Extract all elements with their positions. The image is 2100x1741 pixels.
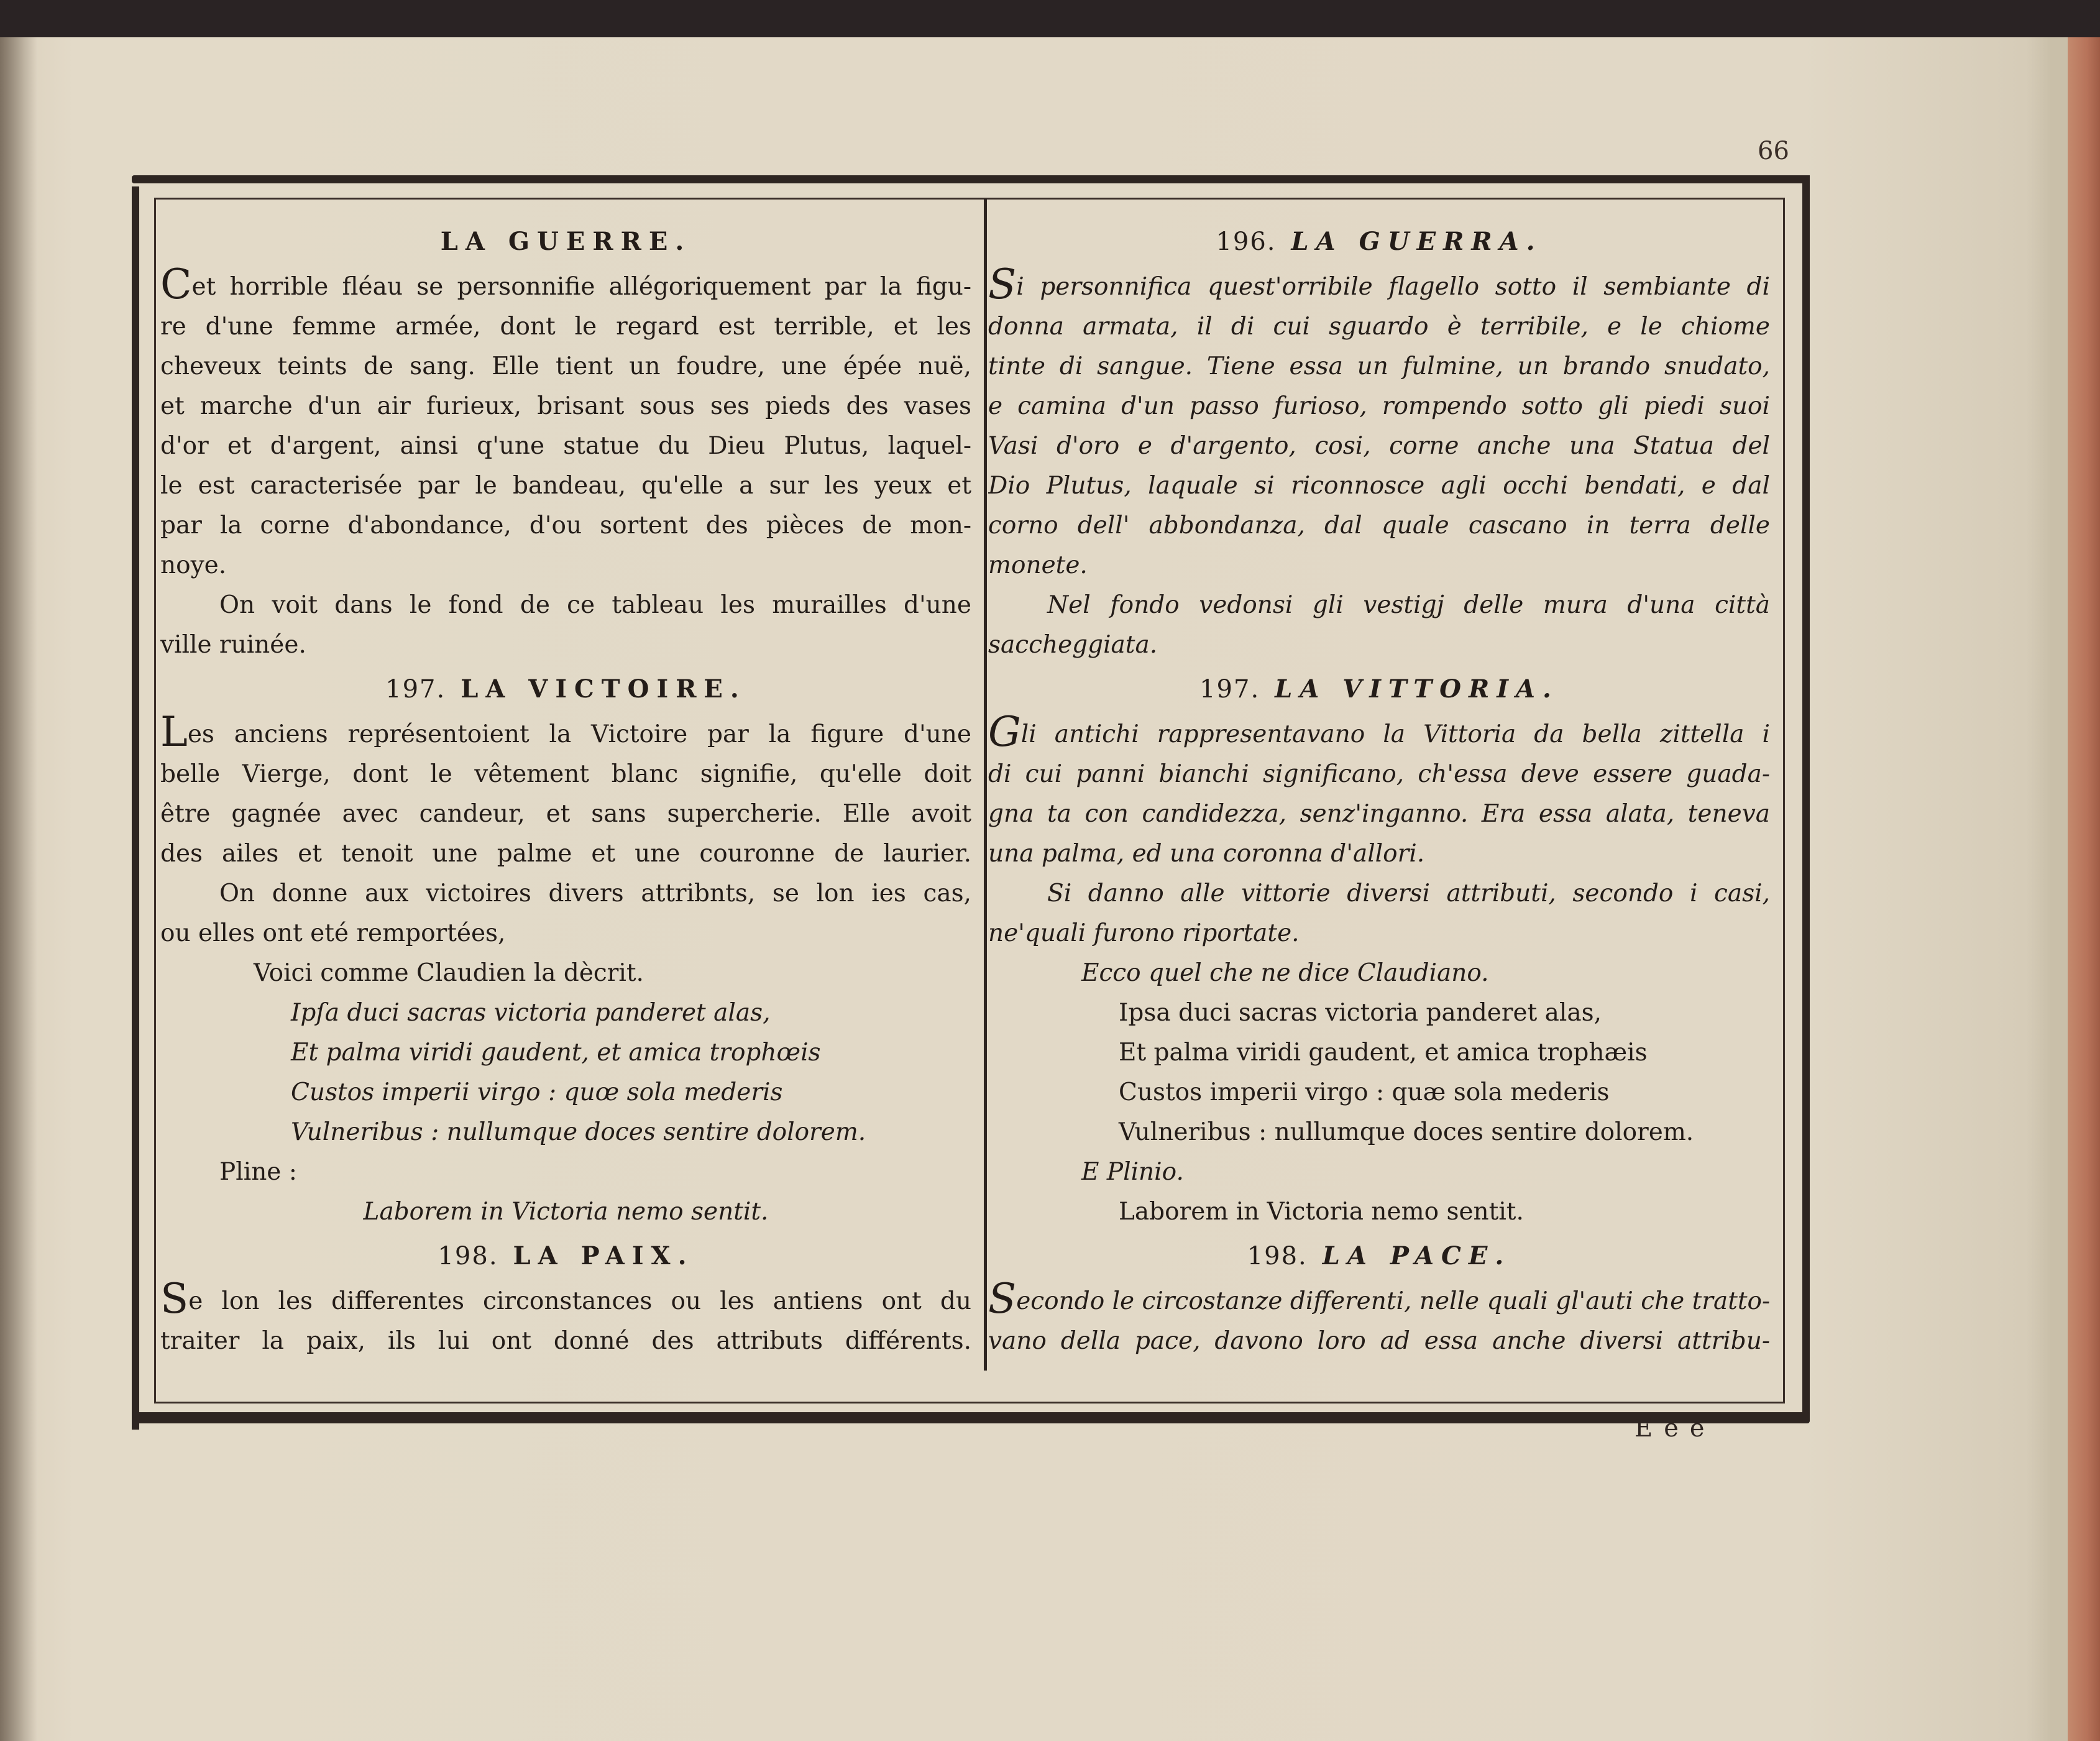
text-line: Vasi d'oro e d'argento, cosi, corne anche una Statua del xyxy=(988,432,1770,460)
text-line: saccheggiata. xyxy=(988,631,1158,659)
frame-top-rule xyxy=(132,175,1810,183)
verse-line: Vulneribus : nullumque doces sentire dolorem. xyxy=(1119,1118,1694,1146)
text-line: e camina d'un passo furioso, rompendo sotto gli piedi suoi xyxy=(988,392,1770,420)
verse-line: Et palma viridi gaudent, et amica trophœis xyxy=(291,1039,821,1067)
text-line: re d'une femme armée, dont le regard est terrible, et les xyxy=(160,313,971,341)
drop-cap: S xyxy=(160,1280,189,1321)
signature-mark: Eee xyxy=(1635,1414,1716,1443)
section-197-heading-it: 197. LA VITTORIA. xyxy=(1199,674,1559,704)
text-line: Ecco quel che ne dice Claudiano. xyxy=(1081,959,1489,987)
text-line: vano della pace, davono loro ad essa anche diversi attribu- xyxy=(988,1327,1770,1355)
gutter-shadow xyxy=(0,37,37,1741)
text-line: Cet horrible fléau se personnifie allégoriquement par la figu- xyxy=(160,266,971,307)
text-line: traiter la paix, ils lui ont donné des attributs différents. xyxy=(160,1327,971,1355)
quote-line: Laborem in Victoria nemo sentit. xyxy=(1119,1198,1524,1226)
section-196-heading-fr: LA GUERRE. xyxy=(440,227,692,256)
text-line: Secondo le circostanze differenti, nelle quali gl'auti che tratto- xyxy=(988,1280,1770,1321)
text-line: E Plinio. xyxy=(1081,1158,1184,1186)
frame-bottom-rule xyxy=(132,1412,1810,1423)
verse-line: Ipsa duci sacras victoria panderet alas, xyxy=(1119,999,1602,1027)
drop-cap: S xyxy=(988,266,1017,307)
verse-line: Custos imperii virgo : quœ sola mederis xyxy=(291,1078,783,1106)
text-line: Les anciens représentoient la Victoire par la figure d'une xyxy=(160,714,971,755)
text-line: des ailes et tenoit une palme et une couronne de laurier. xyxy=(160,840,971,868)
section-198-heading-fr: 198. LA PAIX. xyxy=(438,1241,694,1270)
text-line: donna armata, il di cui sguardo è terribile, e le chiome xyxy=(988,313,1770,341)
text-line: On donne aux victoires divers attribnts, se lon ies cas, xyxy=(219,880,971,907)
section-198-heading-it: 198. LA PACE. xyxy=(1247,1241,1511,1270)
text-line: corno dell' abbondanza, dal quale cascano in terra delle xyxy=(988,512,1770,540)
drop-cap: C xyxy=(160,266,192,307)
text-line: Pline : xyxy=(219,1158,297,1186)
text-line: di cui panni bianchi significano, ch'essa deve essere guada- xyxy=(988,760,1770,788)
verse-line: Et palma viridi gaudent, et amica trophæis xyxy=(1119,1039,1648,1067)
text-line: On voit dans le fond de ce tableau les murailles d'une xyxy=(219,591,971,619)
text-line: gna ta con candidezza, senz'inganno. Era essa alata, teneva xyxy=(988,800,1770,828)
section-196-heading-it: 196. LA GUERRA. xyxy=(1216,227,1543,256)
text-line: monete. xyxy=(988,551,1088,579)
text-line: Si personnifica quest'orribile flagello sotto il sembiante di xyxy=(988,266,1770,307)
text-line: una palma, ed una coronna d'allori. xyxy=(988,840,1425,868)
drop-cap: G xyxy=(988,714,1021,755)
text-line: Dio Plutus, laquale si riconnosce agli occhi bendati, e dal xyxy=(988,472,1770,500)
page-number: 66 xyxy=(1758,137,1789,165)
text-line: cheveux teints de sang. Elle tient un foudre, une épée nuë, xyxy=(160,352,971,380)
text-line: noye. xyxy=(160,551,227,579)
text-line: ne'quali furono riportate. xyxy=(988,919,1300,947)
verse-line: Custos imperii virgo : quæ sola mederis xyxy=(1119,1078,1610,1106)
quote-line: Laborem in Victoria nemo sentit. xyxy=(363,1198,769,1226)
frame-right-rule xyxy=(1802,175,1810,1418)
section-197-heading-fr: 197. LA VICTOIRE. xyxy=(385,674,746,704)
text-line: ville ruinée. xyxy=(160,631,306,659)
text-line: par la corne d'abondance, d'ou sortent des pièces de mon- xyxy=(160,512,971,540)
page-edge xyxy=(2068,37,2100,1741)
text-line: et marche d'un air furieux, brisant sous ses pieds des vases xyxy=(160,392,971,420)
french-column xyxy=(160,218,971,1361)
text-line: d'or et d'argent, ainsi q'une statue du Dieu Plutus, laquel- xyxy=(160,432,971,460)
drop-cap: S xyxy=(988,1280,1017,1321)
verse-line: Ipſa duci sacras victoria panderet alas, xyxy=(291,999,771,1027)
frame-left-rule xyxy=(132,186,139,1430)
text-line: Voici comme Claudien la dècrit. xyxy=(254,959,644,987)
text-line: Nel fondo vedonsi gli vestigj delle mura d'una città xyxy=(1047,591,1770,619)
text-line: tinte di sangue. Tiene essa un fulmine, un brando snudato, xyxy=(988,352,1770,380)
text-line: Gli antichi rappresentavano la Vittoria da bella zittella i xyxy=(988,714,1770,755)
text-line: Se lon les differentes circonstances ou les antiens ont du xyxy=(160,1280,971,1321)
text-line: le est caracterisée par le bandeau, qu'elle a sur les yeux et xyxy=(160,472,971,500)
text-line: être gagnée avec candeur, et sans supercherie. Elle avoit xyxy=(160,800,971,828)
text-line: belle Vierge, dont le vêtement blanc signifie, qu'elle doit xyxy=(160,760,971,788)
italian-column xyxy=(988,218,1770,1361)
verse-line: Vulneribus : nullumque doces sentire dolorem. xyxy=(291,1118,866,1146)
text-line: ou elles ont eté remportées, xyxy=(160,919,506,947)
text-line: Si danno alle vittorie diversi attributi, secondo i casi, xyxy=(1047,880,1770,907)
drop-cap: L xyxy=(160,714,188,755)
column-divider xyxy=(984,199,987,1371)
